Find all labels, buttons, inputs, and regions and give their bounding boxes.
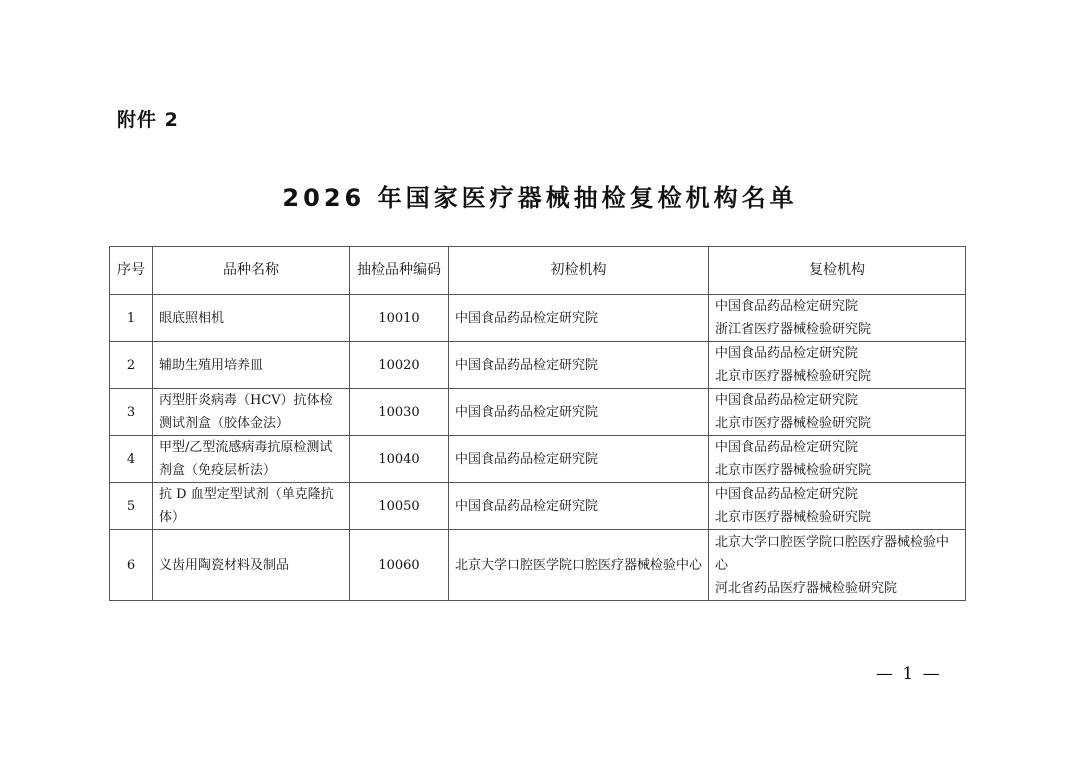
table-row (110, 530, 966, 601)
row-initial-agency: 北京大学口腔医学院口腔医疗器械检验中心 (449, 530, 709, 601)
header-initial-agency: 初检机构 (449, 247, 709, 295)
row-recheck-agency (709, 389, 966, 436)
row-code: 10010 (350, 295, 449, 342)
recheck-agency-line: 中国食品药品检定研究院 (715, 346, 859, 361)
attachment-label: 附件 2 (117, 109, 179, 131)
row-name: 义齿用陶瓷材料及制品 (153, 530, 350, 601)
row-seq: 4 (110, 436, 153, 483)
recheck-agency-line: 中国食品药品检定研究院 (715, 299, 859, 314)
row-code: 10050 (350, 483, 449, 530)
recheck-agency-line: 河北省药品医疗器械检验研究院 (715, 580, 898, 596)
table-header-row (110, 247, 966, 295)
recheck-agency-line: 北京市医疗器械检验研究院 (715, 369, 872, 384)
row-recheck-agency (709, 295, 966, 342)
recheck-agency-line: 中国食品药品检定研究院 (715, 393, 859, 408)
header-seq: 序号 (110, 247, 153, 295)
recheck-agency-line: 北京市医疗器械检验研究院 (715, 510, 872, 525)
row-name: 丙型肝炎病毒（HCV）抗体检测试剂盒（胶体金法） (153, 389, 350, 436)
table-row (110, 295, 966, 342)
page-number: — 1 — (876, 664, 942, 684)
row-code: 10020 (350, 342, 449, 389)
row-name: 眼底照相机 (153, 295, 350, 342)
row-initial-agency: 中国食品药品检定研究院 (449, 436, 709, 483)
header-code: 抽检品种编码 (350, 247, 449, 295)
table-row (110, 342, 966, 389)
row-code: 10030 (350, 389, 449, 436)
row-recheck-agency (709, 483, 966, 530)
row-name: 辅助生殖用培养皿 (153, 342, 350, 389)
row-name: 甲型/乙型流感病毒抗原检测试剂盒（免疫层析法） (153, 436, 350, 483)
row-seq: 6 (110, 530, 153, 601)
row-recheck-agency (709, 436, 966, 483)
recheck-agency-line: 北京市医疗器械检验研究院 (715, 463, 872, 478)
row-seq: 5 (110, 483, 153, 530)
row-initial-agency: 中国食品药品检定研究院 (449, 295, 709, 342)
row-initial-agency: 中国食品药品检定研究院 (449, 483, 709, 530)
row-recheck-agency (709, 342, 966, 389)
row-name: 抗 D 血型定型试剂（单克隆抗体） (153, 483, 350, 530)
header-recheck-agency: 复检机构 (709, 247, 966, 295)
row-recheck-agency (709, 530, 966, 601)
recheck-agency-line: 中国食品药品检定研究院 (715, 487, 859, 502)
row-code: 10040 (350, 436, 449, 483)
document-title: 2026 年国家医疗器械抽检复检机构名单 (282, 184, 798, 212)
recheck-agency-line: 中国食品药品检定研究院 (715, 440, 859, 455)
recheck-agency-line: 北京大学口腔医学院口腔医疗器械检验中心 (715, 534, 950, 573)
recheck-agency-line: 北京市医疗器械检验研究院 (715, 416, 872, 431)
row-seq: 3 (110, 389, 153, 436)
row-initial-agency: 中国食品药品检定研究院 (449, 389, 709, 436)
row-seq: 2 (110, 342, 153, 389)
row-seq: 1 (110, 295, 153, 342)
inspection-agency-table (109, 246, 966, 601)
table-row (110, 436, 966, 483)
table-row (110, 389, 966, 436)
row-initial-agency: 中国食品药品检定研究院 (449, 342, 709, 389)
row-code: 10060 (350, 530, 449, 601)
header-name: 品种名称 (153, 247, 350, 295)
table-row (110, 483, 966, 530)
recheck-agency-line: 浙江省医疗器械检验研究院 (715, 322, 872, 337)
